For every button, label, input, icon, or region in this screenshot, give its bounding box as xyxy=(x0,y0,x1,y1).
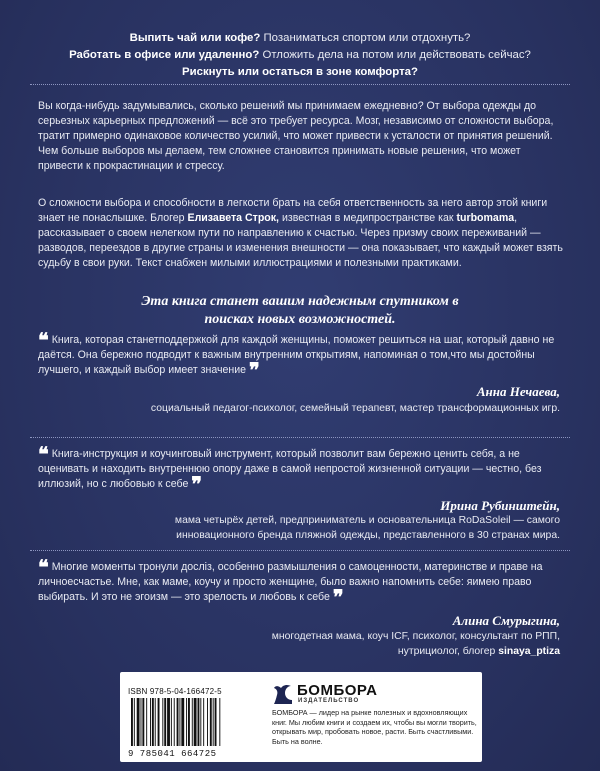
barcode-bar xyxy=(134,698,135,746)
review-3-author: Алина Смурыгина, xyxy=(452,613,560,628)
barcode-bar xyxy=(146,698,147,746)
close-quote-icon: ❞ xyxy=(249,360,260,383)
barcode-bar xyxy=(155,698,156,746)
review-quote-2 xyxy=(38,444,566,497)
intro-questions xyxy=(60,30,540,81)
barcode-bar xyxy=(141,698,142,746)
barcode-bar xyxy=(162,698,163,746)
publisher-blurb: БОМБОРА — лидер на рынке полезных и вдохновляющих книг. Мы любим книги и создаем их, чтобы вы могли творить, открывать мир, пробовать новое, расти. Быть счастливыми. Быть на волне. xyxy=(272,708,477,747)
barcode-bar xyxy=(219,698,220,746)
open-quote-icon: ❝ xyxy=(38,557,49,579)
paragraph1-text: Вы когда-нибудь задумывались, сколько решений мы принимаем ежедневно? От выбора одежды до серьезных карьерных предложений — всё это требует ресурса. Мозг, независимо от сложности выбора, тратит примерно одинаковое количество усилий, что может привести к усталости от принятия решений. Чем больше выборов мы делаем, тем сложнее становится принимать новые решения, что может привести к прокрастинации и стрессу. xyxy=(38,100,554,173)
divider xyxy=(30,550,570,551)
review-2-role: мама четырёх детей, предприниматель и основательница RoDaSoleil — самого инновационного бренда пляжной одежды, представленного в 30 странах мира. xyxy=(174,515,560,542)
barcode-bar xyxy=(213,698,214,746)
review-1-text: Книга, которая станетподдержкой для каждой женщины, поможет решиться на шаг, который давно не даётся. Она бережно подводит к важным внутренним открытиям, напоминая о том,что мы достойны лучшего, и каждый выбор имеет значение xyxy=(38,334,555,377)
review-quote-3 xyxy=(38,557,566,610)
intro-line2-bold: Работать в офисе или удаленно? xyxy=(69,49,260,62)
barcode-bar xyxy=(181,698,184,746)
barcode-bar xyxy=(179,698,180,746)
barcode-bar xyxy=(194,698,197,746)
barcode-bar xyxy=(164,698,166,746)
paragraph2-part2: известная в медипространстве как xyxy=(279,212,457,225)
review-1-author: Анна Нечаева, xyxy=(476,384,560,399)
publisher-subtitle: ИЗДАТЕЛЬСТВО xyxy=(298,698,360,704)
barcode-number: 9 785041 664725 xyxy=(128,749,217,759)
barcode-bar xyxy=(150,698,151,746)
barcode-bar xyxy=(131,698,133,746)
slogan: Эта книга станет вашим надежным спутником в поисках новых возможностей. xyxy=(141,294,459,327)
barcode-bar xyxy=(137,698,140,746)
barcode-bar xyxy=(188,698,190,746)
barcode-bar xyxy=(171,698,172,746)
barcode-bar xyxy=(152,698,154,746)
barcode-bar xyxy=(142,698,144,746)
review-3-blog: sinaya_ptiza xyxy=(498,646,560,658)
barcode-bar xyxy=(203,698,204,746)
divider xyxy=(30,84,570,85)
barcode xyxy=(130,698,252,746)
open-quote-icon: ❝ xyxy=(38,330,49,352)
barcode-bar xyxy=(174,698,175,746)
barcode-bar xyxy=(215,698,217,746)
barcode-bar xyxy=(207,698,208,746)
close-quote-icon: ❞ xyxy=(191,474,203,497)
review-2-author: Ирина Рубинштейн, xyxy=(440,498,560,513)
author-name: Елизавета Строк, xyxy=(187,212,280,225)
barcode-bar xyxy=(192,698,193,746)
barcode-bar xyxy=(210,698,212,746)
paragraph2-part1: О сложности выбора и способности в легкости брать на себя ответственность за него автор этой книги знает не понаслышке. Блогер xyxy=(38,197,548,225)
paragraph-decisions xyxy=(38,99,564,174)
publisher-name: БОМБОРА xyxy=(297,682,378,699)
barcode-bar xyxy=(198,698,200,746)
barcode-bar xyxy=(177,698,179,746)
review-3-text: Многие моменты тронули досліз, особенно размышления о самоценности, материнстве и праве на личноесчастье. Мне, как маме, коучу и просто женщине, было важно напомнить себе: яимею право выбирать. И это не эгоизм — это зрелость и любовь к себе xyxy=(38,561,543,604)
review-1-role: социальный педагог-психолог, семейный терапевт, мастер трансформационных игр. xyxy=(150,403,560,414)
publisher-card xyxy=(120,672,482,762)
intro-line3-bold: Рискнуть или остаться в зоне комфорта? xyxy=(182,66,418,79)
paragraph-author xyxy=(38,196,564,271)
close-quote-icon: ❞ xyxy=(332,587,344,610)
intro-line1-bold: Выпить чай или кофе? xyxy=(129,32,261,44)
review-quote-1 xyxy=(38,330,566,383)
intro-line1-rest: Позаниматься спортом или отдохнуть? xyxy=(260,32,471,44)
review-2-text: Книга-инструкция и коучинговый инструмент, который позволит вам бережно ценить себя, а не оценивать и находить внутреннюю опору даже в самой непростой жизненной ситуации — честно, без иллюзий, но с любовью к себе xyxy=(38,448,542,491)
isbn: ISBN 978-5-04-166472-5 xyxy=(128,687,222,696)
barcode-bar xyxy=(158,698,160,746)
intro-line2-rest: Отложить дела на потом или действовать сейчас? xyxy=(259,49,531,62)
barcode-bar xyxy=(200,698,201,746)
paragraph2-part3: , рассказывает о своем нелегком пути по направлению к счастью. Через призму своих переживаний — разводов, переездов в другие страны и изменения внешности — она показывает, что каждый может взять судьбу в свои руки. Текст снабжен милыми иллюстрациями и полезными практиками. xyxy=(38,212,563,270)
bombora-wave-logo-icon xyxy=(272,680,294,706)
barcode-bar xyxy=(186,698,187,746)
review-3-role-text: многодетная мама, коуч ICF, психолог, консультант по РПП, нутрициолог, блогер xyxy=(271,631,560,658)
divider xyxy=(30,437,570,438)
open-quote-icon: ❝ xyxy=(38,444,49,466)
review-3-role xyxy=(240,629,560,659)
blog-name: turbomama xyxy=(456,212,515,225)
barcode-bar xyxy=(167,698,170,746)
